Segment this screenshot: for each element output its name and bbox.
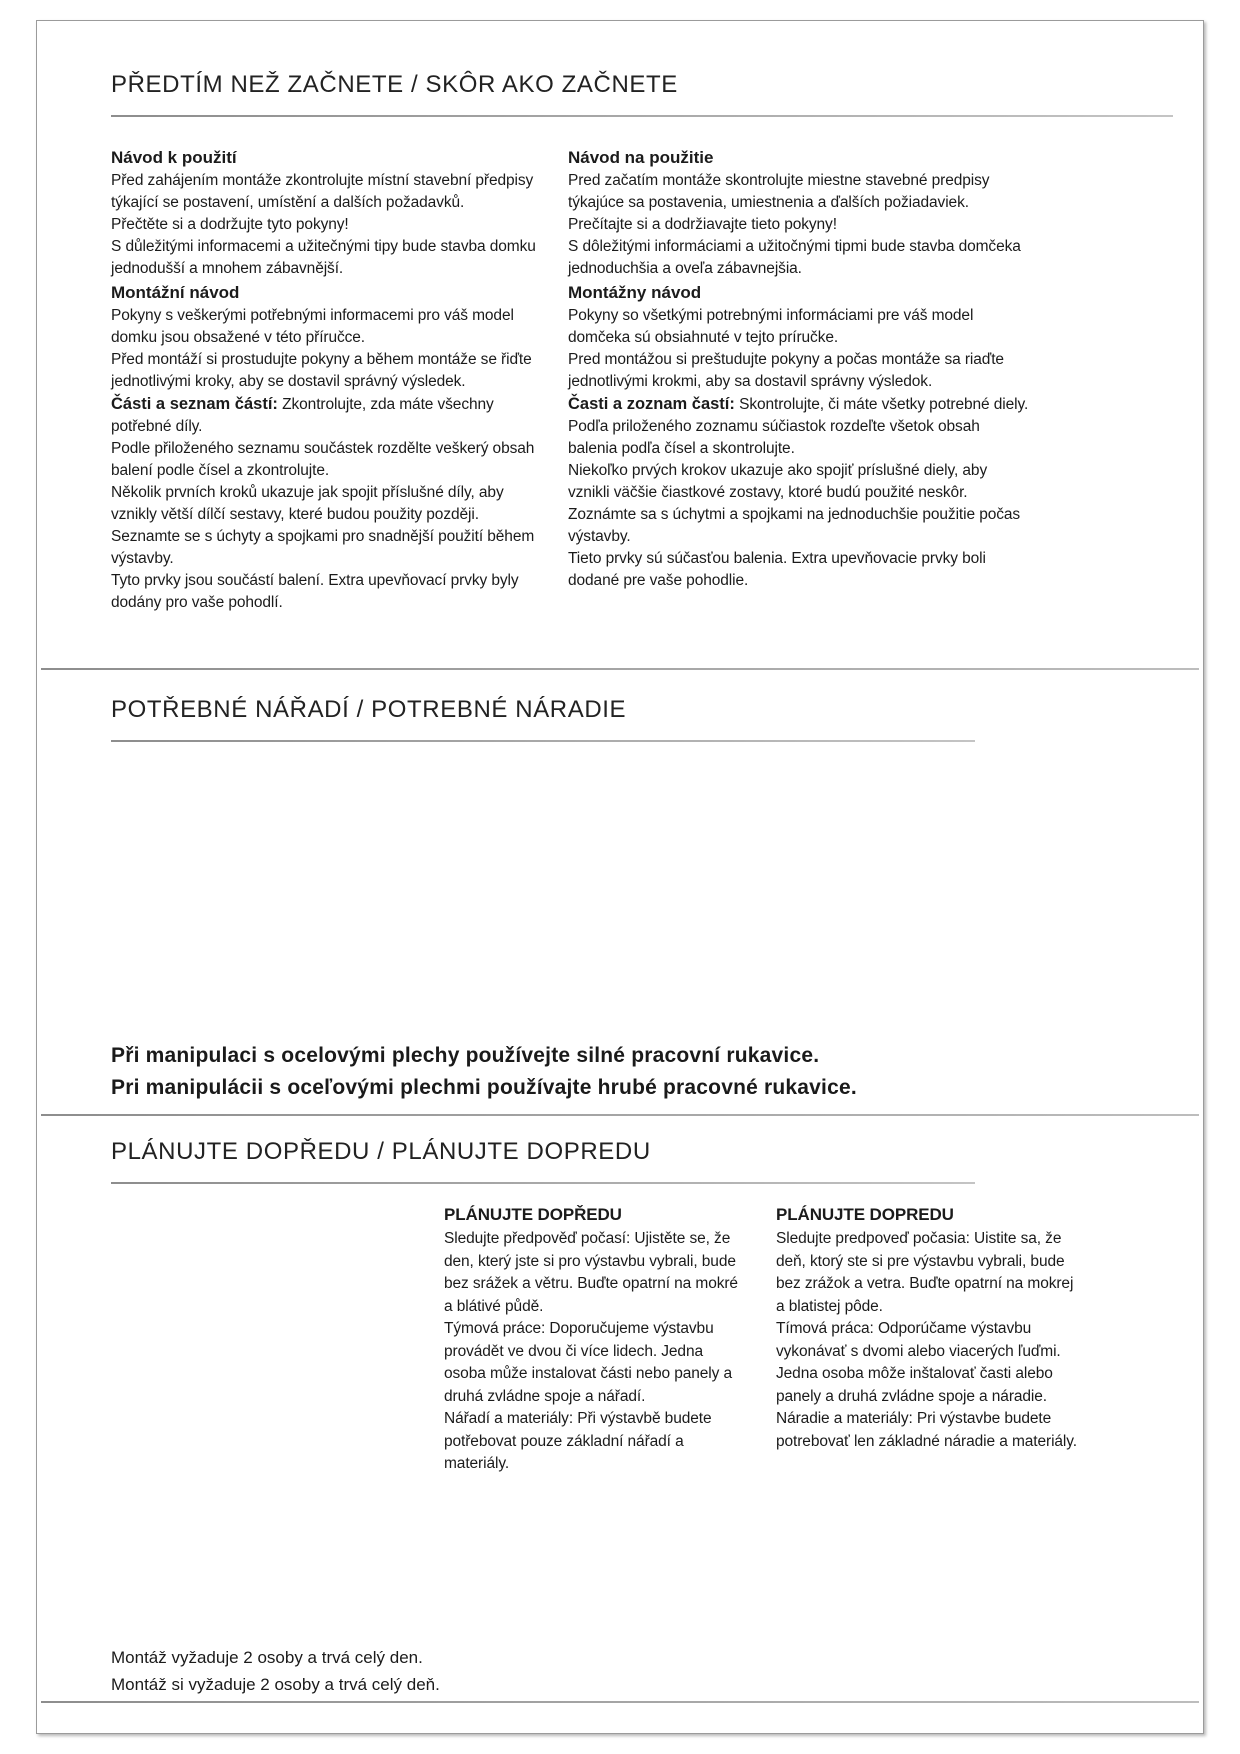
subheading: Návod na použitie	[568, 148, 714, 167]
subheading: Návod k použití	[111, 148, 237, 167]
paragraph: Sledujte předpověď počasí: Ujistěte se, že den, který jste si pro výstavbu vybrali, bude bez srážek a větru. Buďte opatrní na mokré a blátivé půdě.	[444, 1230, 738, 1315]
paragraph: Podle přiloženého seznamu součástek rozdělte veškerý obsah balení podle čísel a zkontrolujte.	[111, 440, 535, 479]
paragraph: Několik prvních kroků ukazuje jak spojit příslušné díly, aby vznikly větší dílčí sestavy, které budou použity později.	[111, 484, 504, 523]
section3-columns	[111, 1202, 1173, 1476]
paragraph: Tímová práca: Odporúčame výstavbu vykonávať s dvomi alebo viacerých ľuďmi. Jedna osoba môže inštalovať časti alebo panely a druhá zvládne spoje a náradie.	[776, 1320, 1061, 1405]
paragraph-text: Zkontrolujte, zda máte všechny potřebné díly.	[111, 396, 494, 435]
section-divider	[41, 668, 1199, 670]
plan-illustration-area	[111, 1202, 444, 1476]
subheading: PLÁNUJTE DOPREDU	[776, 1205, 954, 1224]
run-in-subheading: Části a seznam částí:	[111, 395, 278, 413]
paragraph: Týmová práce: Doporučujeme výstavbu provádět ve dvou či více lidech. Jedna osoba může instalovat části nebo panely a druhá zvládne spoje a nářadí.	[444, 1320, 733, 1405]
paragraph: Pokyny s veškerými potřebnými informacemi pro váš model domku jsou obsažené v této příručce.	[111, 307, 514, 346]
paragraph: Sledujte predpoveď počasia: Uistite sa, že deň, ktorý ste si pre výstavbu vybrali, bude bez zrážok a vetra. Buďte opatrní na mokrej a blatistej pôde.	[776, 1230, 1074, 1315]
section1-title-rule	[111, 115, 1173, 117]
section-divider	[41, 1114, 1199, 1116]
section1-columns	[111, 145, 1173, 614]
paragraph: Před montáží si prostudujte pokyny a během montáže se řiďte jednotlivými kroky, aby se dostavil správný výsledek.	[111, 351, 532, 390]
assembly-notes	[111, 1644, 1173, 1698]
page-bottom-rule	[41, 1701, 1199, 1703]
paragraph: S dôležitými informáciami a užitočnými tipmi bude stavba domčeka jednoduchšia a oveľa zábavnejšia.	[568, 238, 1021, 277]
document-page	[36, 20, 1204, 1734]
section3-title: PLÁNUJTE DOPŘEDU / PLÁNUJTE DOPREDU	[111, 1138, 651, 1165]
paragraph: Pred začatím montáže skontrolujte miestne stavebné predpisy týkajúce sa postavenia, umiestnenia a ďalších požiadaviek.	[568, 172, 990, 211]
section-plan-ahead	[37, 1138, 1203, 1698]
subheading: PLÁNUJTE DOPŘEDU	[444, 1205, 622, 1224]
gloves-warning	[111, 1040, 1173, 1104]
paragraph	[568, 393, 1030, 416]
paragraph: Nářadí a materiály: Při výstavbě budete potřebovat pouze základní nářadí a materiály.	[444, 1410, 712, 1472]
paragraph: Seznamte se s úchyty a spojkami pro snadnější použití během výstavby.	[111, 528, 535, 567]
paragraph-text: Skontrolujte, či máte všetky potrebné diely.	[739, 396, 1029, 413]
section1-czech-column	[111, 145, 536, 614]
note-slovak: Montáž si vyžaduje 2 osoby a trvá celý deň.	[111, 1674, 440, 1694]
paragraph: Před zahájením montáže zkontrolujte místní stavební předpisy týkající se postavení, umístění a dalších požadavků.	[111, 172, 534, 211]
note-czech: Montáž vyžaduje 2 osoby a trvá celý den.	[111, 1647, 423, 1667]
paragraph: Podľa priloženého zoznamu súčiastok rozdeľte všetok obsah balenia podľa čísel a skontrolujte.	[568, 418, 980, 457]
paragraph: Náradie a materiály: Pri výstavbe budete potrebovať len základné náradie a materiály.	[776, 1410, 1077, 1450]
paragraph: Prečítajte si a dodržiavajte tieto pokyny!	[568, 216, 837, 233]
tools-illustration-area	[111, 742, 1173, 1040]
warning-line-czech: Při manipulaci s ocelovými plechy používejte silné pracovní rukavice.	[111, 1044, 820, 1067]
paragraph: Přečtěte si a dodržujte tyto pokyny!	[111, 216, 349, 233]
section3-czech-column	[444, 1202, 746, 1476]
section-required-tools	[37, 696, 1203, 1104]
subheading: Montážní návod	[111, 283, 240, 302]
section3-title-rule	[111, 1182, 975, 1184]
paragraph: Zoznámte sa s úchytmi a spojkami na jednoduchšie použitie počas výstavby.	[568, 506, 1021, 545]
paragraph: Pokyny so všetkými potrebnými informáciami pre váš model domčeka sú obsiahnuté v tejto príručke.	[568, 307, 974, 346]
subheading: Montážny návod	[568, 283, 702, 302]
paragraph: Tyto prvky jsou součástí balení. Extra upevňovací prvky byly dodány pro vaše pohodlí.	[111, 572, 519, 611]
paragraph	[111, 393, 536, 438]
paragraph: S důležitými informacemi a užitečnými tipy bude stavba domku jednodušší a mnohem zábavnější.	[111, 238, 536, 277]
section-before-you-start	[37, 71, 1203, 614]
section1-title: PŘEDTÍM NEŽ ZAČNETE / SKÔR AKO ZAČNETE	[111, 71, 678, 98]
section3-slovak-column	[776, 1202, 1078, 1476]
paragraph: Tieto prvky sú súčasťou balenia. Extra upevňovacie prvky boli dodané pre vaše pohodlie.	[568, 550, 986, 589]
paragraph: Niekoľko prvých krokov ukazuje ako spojiť príslušné diely, aby vznikli väčšie čiastkové zostavy, ktoré budú použité neskôr.	[568, 462, 988, 501]
paragraph: Pred montážou si preštudujte pokyny a počas montáže sa riaďte jednotlivými krokmi, aby sa dostavil správny výsledok.	[568, 351, 1004, 390]
run-in-subheading: Časti a zoznam častí:	[568, 395, 735, 413]
section2-title: POTŘEBNÉ NÁŘADÍ / POTREBNÉ NÁRADIE	[111, 696, 627, 723]
warning-line-slovak: Pri manipulácii s oceľovými plechmi používajte hrubé pracovné rukavice.	[111, 1076, 857, 1099]
section1-slovak-column	[568, 145, 1030, 614]
